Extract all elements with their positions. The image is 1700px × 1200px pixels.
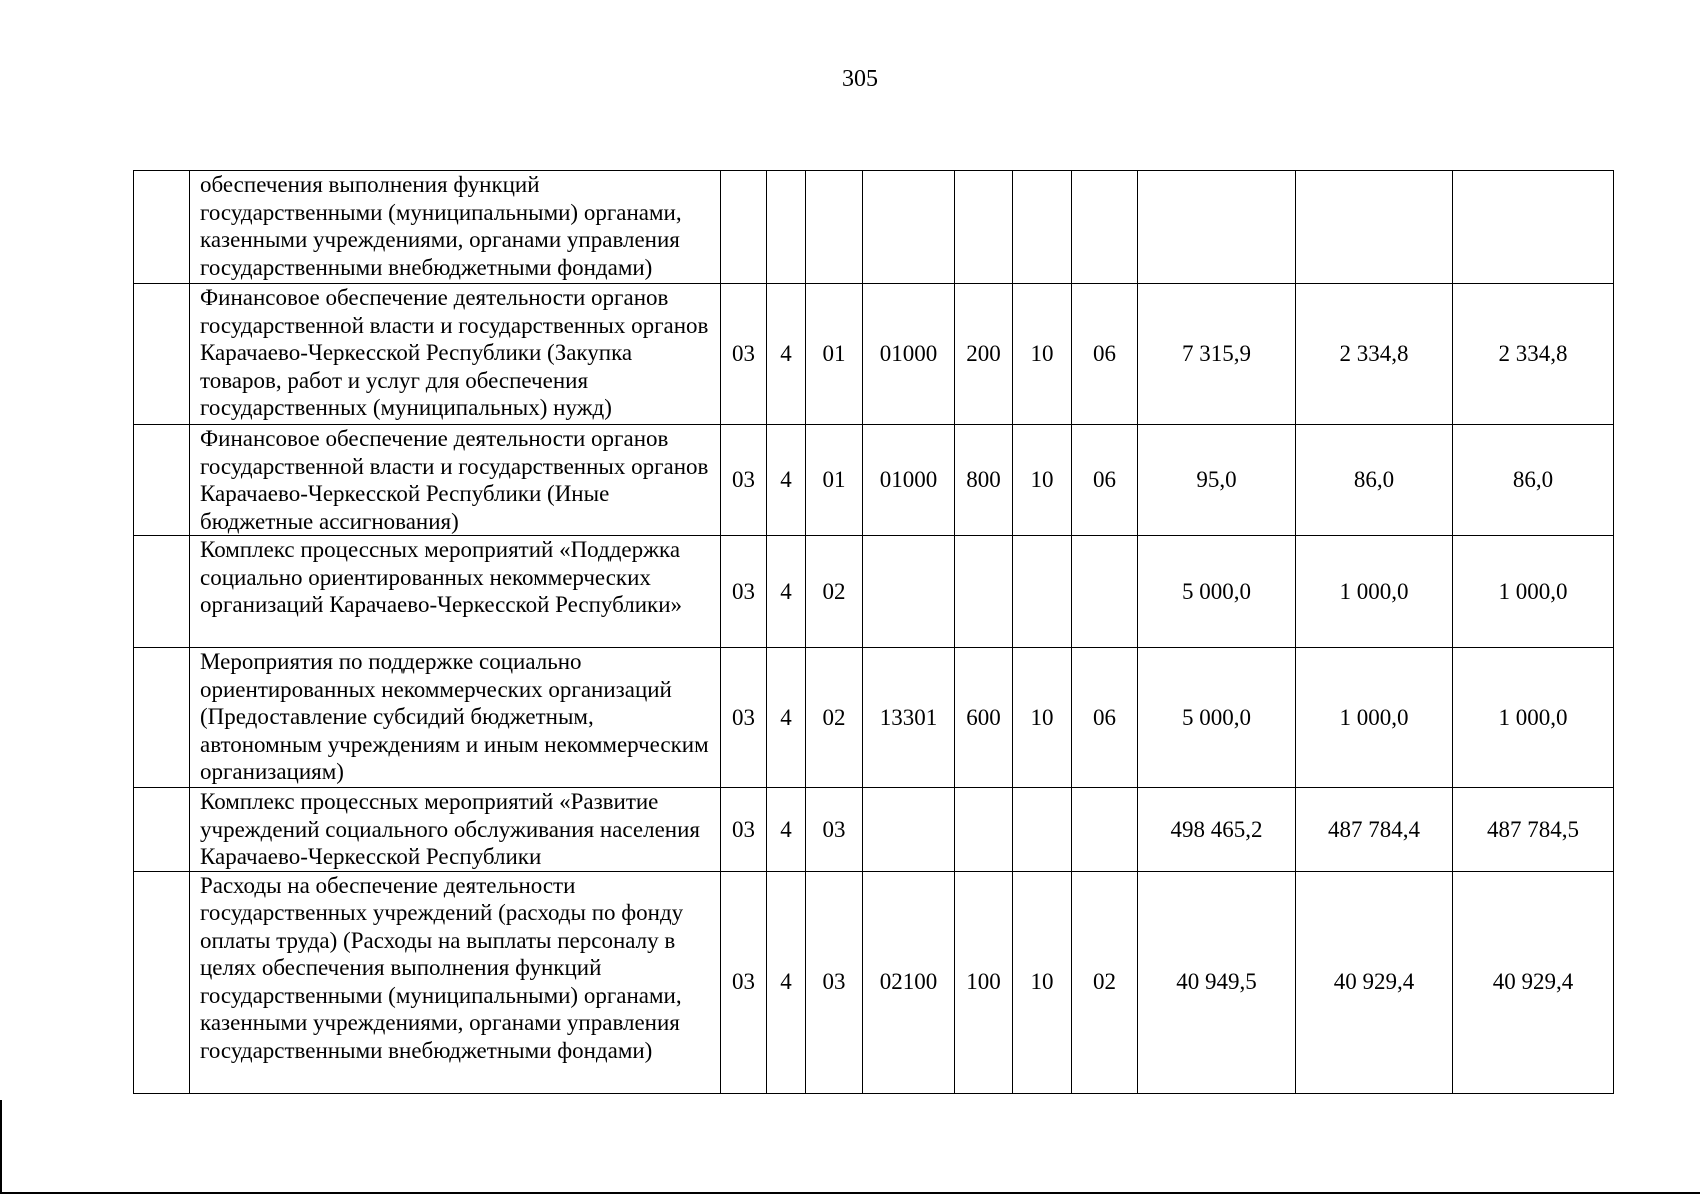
code-cell: 06 [1072, 425, 1138, 536]
table-row [134, 536, 1614, 648]
row-number-cell [134, 171, 190, 284]
amount-cell [1296, 171, 1453, 284]
code-cell [1072, 536, 1138, 648]
amount-cell: 487 784,4 [1296, 788, 1453, 872]
page-number: 305 [842, 66, 878, 92]
amount-cell [1138, 171, 1296, 284]
amount-cell: 86,0 [1296, 425, 1453, 536]
table-row [134, 171, 1614, 284]
code-cell: 03 [721, 425, 767, 536]
table-row [134, 284, 1614, 425]
code-cell: 02 [806, 536, 863, 648]
table-row [134, 871, 1614, 1093]
amount-cell: 40 949,5 [1138, 871, 1296, 1093]
row-number-cell [134, 788, 190, 872]
amount-cell: 1 000,0 [1453, 536, 1614, 648]
code-cell [806, 171, 863, 284]
code-cell: 01 [806, 284, 863, 425]
code-cell [863, 171, 955, 284]
code-cell [721, 171, 767, 284]
code-cell: 03 [721, 788, 767, 872]
code-cell: 4 [767, 871, 806, 1093]
code-cell: 13301 [863, 648, 955, 788]
amount-cell: 2 334,8 [1453, 284, 1614, 425]
code-cell: 100 [955, 871, 1013, 1093]
code-cell [1013, 788, 1072, 872]
amount-cell: 1 000,0 [1296, 536, 1453, 648]
code-cell: 06 [1072, 648, 1138, 788]
amount-cell: 1 000,0 [1453, 648, 1614, 788]
code-cell: 02 [806, 648, 863, 788]
code-cell [863, 536, 955, 648]
code-cell: 03 [721, 648, 767, 788]
code-cell: 800 [955, 425, 1013, 536]
row-name: Расходы на обеспечение деятельности государственных учреждений (расходы по фонду оплаты труда) (Расходы на выплаты персоналу в целях обеспечения выполнения функций государственными (муниципальными) органами, казенными учреждениями, органами управления государственными внебюджетными фондами) [190, 871, 721, 1093]
table-row [134, 425, 1614, 536]
code-cell [767, 171, 806, 284]
row-number-cell [134, 871, 190, 1093]
code-cell: 03 [806, 871, 863, 1093]
code-cell: 10 [1013, 425, 1072, 536]
row-name: Комплекс процессных мероприятий «Развитие учреждений социального обслуживания населения Карачаево-Черкесской Республики [190, 788, 721, 872]
row-number-cell [134, 425, 190, 536]
code-cell: 03 [721, 284, 767, 425]
code-cell: 4 [767, 536, 806, 648]
budget-table [133, 170, 1614, 1094]
code-cell: 600 [955, 648, 1013, 788]
code-cell [955, 171, 1013, 284]
code-cell [1013, 536, 1072, 648]
code-cell: 01000 [863, 425, 955, 536]
row-name: Комплекс процессных мероприятий «Поддержка социально ориентированных некоммерческих организаций Карачаево-Черкесской Республики» [190, 536, 721, 648]
row-number-cell [134, 648, 190, 788]
code-cell: 03 [806, 788, 863, 872]
code-cell [1013, 171, 1072, 284]
amount-cell: 498 465,2 [1138, 788, 1296, 872]
amount-cell: 95,0 [1138, 425, 1296, 536]
code-cell [955, 536, 1013, 648]
row-number-cell [134, 284, 190, 425]
code-cell: 01000 [863, 284, 955, 425]
code-cell: 10 [1013, 284, 1072, 425]
code-cell [1072, 788, 1138, 872]
code-cell: 4 [767, 425, 806, 536]
amount-cell: 487 784,5 [1453, 788, 1614, 872]
code-cell: 4 [767, 788, 806, 872]
amount-cell [1453, 171, 1614, 284]
code-cell: 4 [767, 648, 806, 788]
code-cell [863, 788, 955, 872]
amount-cell: 5 000,0 [1138, 536, 1296, 648]
code-cell: 06 [1072, 284, 1138, 425]
code-cell: 01 [806, 425, 863, 536]
page-bottom-line [0, 1192, 1700, 1194]
code-cell [955, 788, 1013, 872]
code-cell: 03 [721, 536, 767, 648]
code-cell: 4 [767, 284, 806, 425]
scan-edge-line [0, 1100, 2, 1192]
row-name: обеспечения выполнения функций государственными (муниципальными) органами, казенными учреждениями, органами управления государственными внебюджетными фондами) [190, 171, 721, 284]
code-cell: 02100 [863, 871, 955, 1093]
row-name: Финансовое обеспечение деятельности органов государственной власти и государственных органов Карачаево-Черкесской Республики (Закупка товаров, работ и услуг для обеспечения государственных (муниципальных) нужд) [190, 284, 721, 425]
code-cell: 10 [1013, 871, 1072, 1093]
code-cell: 10 [1013, 648, 1072, 788]
amount-cell: 2 334,8 [1296, 284, 1453, 425]
code-cell: 03 [721, 871, 767, 1093]
amount-cell: 5 000,0 [1138, 648, 1296, 788]
amount-cell: 1 000,0 [1296, 648, 1453, 788]
amount-cell: 40 929,4 [1296, 871, 1453, 1093]
table-row [134, 788, 1614, 872]
amount-cell: 86,0 [1453, 425, 1614, 536]
row-name: Финансовое обеспечение деятельности органов государственной власти и государственных органов Карачаево-Черкесской Республики (Иные бюджетные ассигнования) [190, 425, 721, 536]
table-row [134, 648, 1614, 788]
amount-cell: 40 929,4 [1453, 871, 1614, 1093]
code-cell: 02 [1072, 871, 1138, 1093]
amount-cell: 7 315,9 [1138, 284, 1296, 425]
code-cell: 200 [955, 284, 1013, 425]
row-number-cell [134, 536, 190, 648]
row-name: Мероприятия по поддержке социально ориентированных некоммерческих организаций (Предоставление субсидий бюджетным, автономным учреждениям и иным некоммерческим организациям) [190, 648, 721, 788]
code-cell [1072, 171, 1138, 284]
